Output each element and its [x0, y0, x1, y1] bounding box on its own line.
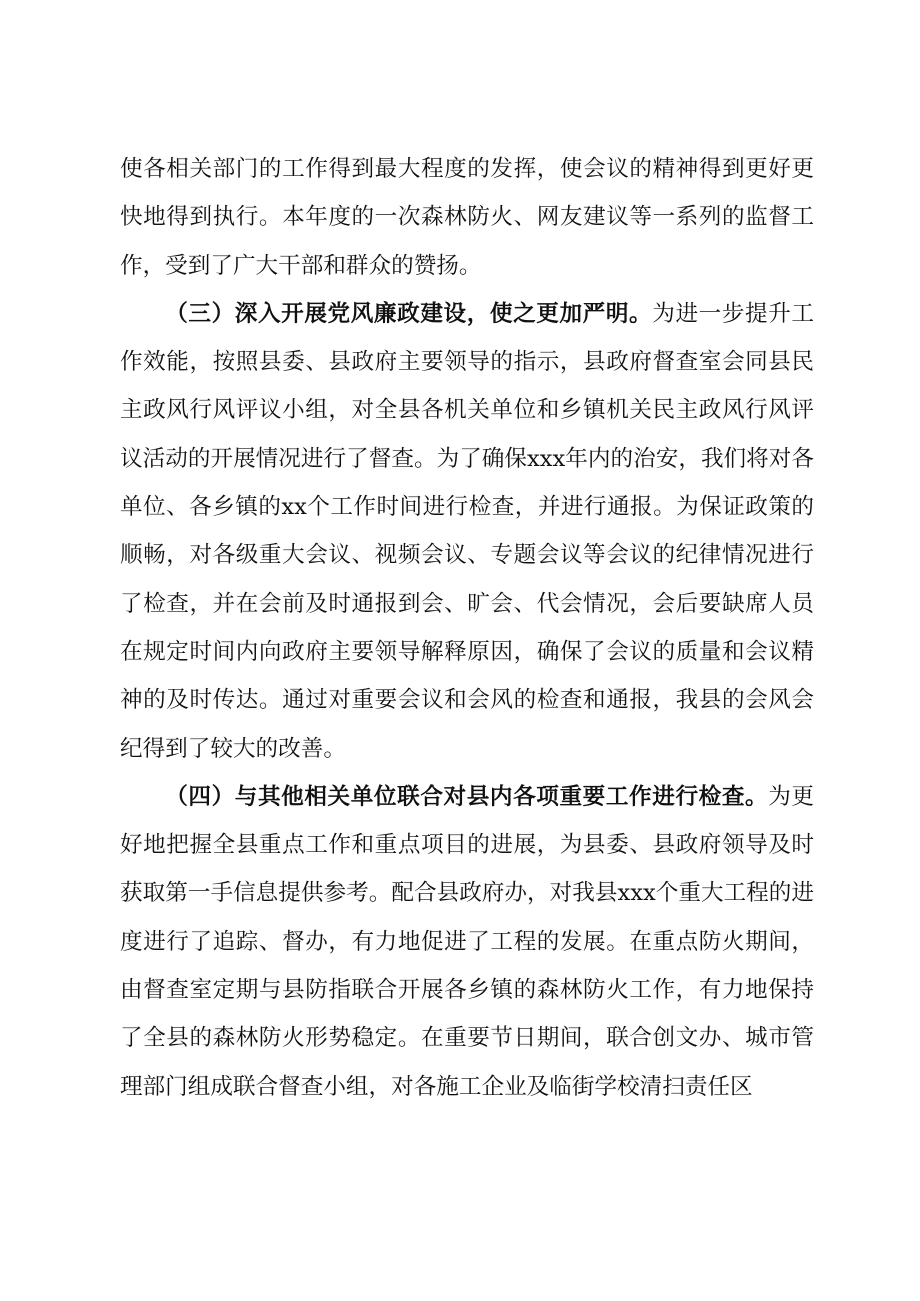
paragraph-section-four	[120, 773, 814, 1111]
section-heading-four: （四）与其他相关单位联合对县内各项重要工作进行检查。	[165, 783, 769, 810]
paragraph-section-three	[120, 290, 814, 773]
paragraph-continuation	[120, 145, 814, 290]
paragraph-text: 为进一步提升工作效能，按照县委、县政府主要领导的指示，县政府督查室会同县民主政风行风评议小组，对全县各机关单位和乡镇机关民主政风行风评议活动的开展情况进行了督查。为了确保xxx年内的治安，我们将对各单位、各乡镇的xx个工作时间进行检查，并进行通报。为保证政策的顺畅，对各级重大会议、视频会议、专题会议等会议的纪律情况进行了检查，并在会前及时通报到会、旷会、代会情况，会后要缺席人员在规定时间内向政府主要领导解释原因，确保了会议的质量和会议精神的及时传达。通过对重要会议和会风的检查和通报，我县的会风会纪得到了较大的改善。	[120, 300, 815, 762]
section-heading-three: （三）深入开展党风廉政建设，使之更加严明。	[165, 300, 653, 327]
paragraph-text: 为更好地把握全县重点工作和重点项目的进展，为县委、县政府领导及时获取第一手信息提供参考。配合县政府办，对我县xxx个重大工程的进度进行了追踪、督办，有力地促进了工程的发展。在重点防火期间，由督查室定期与县防指联合开展各乡镇的森林防火工作，有力地保持了全县的森林防火形势稳定。在重要节日期间，联合创文办、城市管理部门组成联合督查小组，对各施工企业及临街学校清扫责任区	[120, 783, 815, 1100]
document-body	[120, 145, 814, 1111]
paragraph-text: 使各相关部门的工作得到最大程度的发挥，使会议的精神得到更好更快地得到执行。本年度的一次森林防火、网友建议等一系列的监督工作，受到了广大干部和群众的赞扬。	[120, 156, 814, 279]
